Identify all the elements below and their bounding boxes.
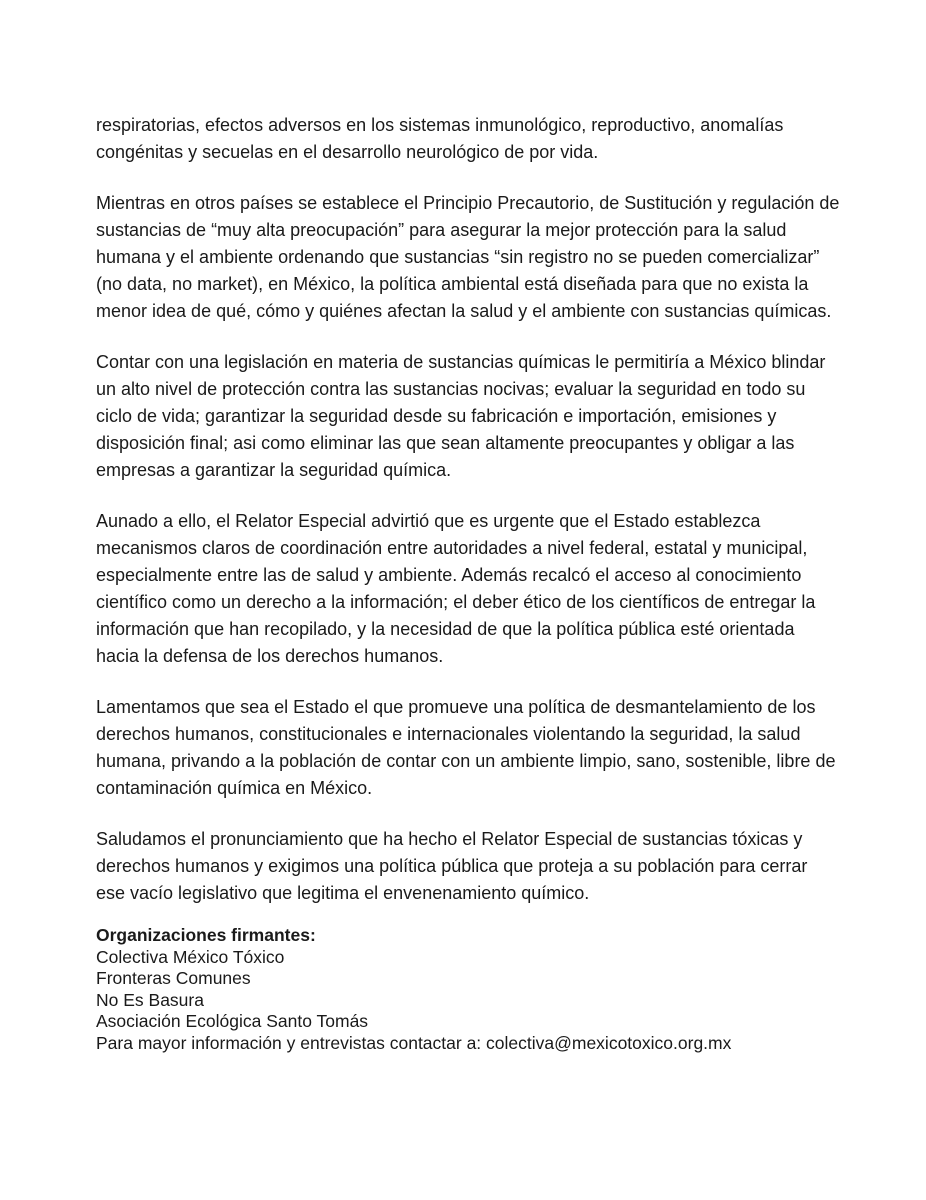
paragraph-salute: Saludamos el pronunciamiento que ha hecho el Relator Especial de sustancias tóxicas y derechos humanos y exigimos una política pública que proteja a su población para cerrar ese vacío legislativo que legitima el envenenamiento químico.: [96, 829, 808, 903]
contact-line: Para mayor información y entrevistas contactar a: colectiva@mexicotoxico.org.mx: [96, 1032, 732, 1053]
paragraph-chemical-legislation: Contar con una legislación en materia de sustancias químicas le permitiría a México blindar un alto nivel de protección contra las sustancias nocivas; evaluar la seguridad en todo su ciclo de vida; garantizar la seguridad desde su fabricación e importación, emisiones y disposición final; asi como eliminar las que sean altamente preocupantes y obligar a las empresas a garantizar la seguridad química.: [96, 352, 826, 480]
paragraph-lament: Lamentamos que sea el Estado el que promueve una política de desmantelamiento de los derechos humanos, constitucionales e internacionales violentando la seguridad, la salud humana, privando a la población de contar con un ambiente limpio, sano, sostenible, libre de contaminación química en México.: [96, 697, 836, 798]
paragraph-health-effects: respiratorias, efectos adversos en los sistemas inmunológico, reproductivo, anomalías congénitas y secuelas en el desarrollo neurológico de por vida.: [96, 115, 784, 162]
signer-organization: Asociación Ecológica Santo Tomás: [96, 1011, 369, 1031]
signers-title: Organizaciones firmantes:: [96, 925, 316, 945]
signers-block: [96, 925, 841, 1054]
signer-organization: Colectiva México Tóxico: [96, 946, 285, 967]
document-page: [96, 112, 841, 1054]
paragraph-special-rapporteur: Aunado a ello, el Relator Especial advirtió que es urgente que el Estado establezca mecanismos claros de coordinación entre autoridades a nivel federal, estatal y municipal, especialmente entre las de salud y ambiente. Además recalcó el acceso al conocimiento científico como un derecho a la información; el deber ético de los científicos de entregar la información que han recopilado, y la necesidad de que la política pública esté orientada hacia la defensa de los derechos humanos.: [96, 511, 816, 666]
paragraph-precautionary-principle: Mientras en otros países se establece el Principio Precautorio, de Sustitución y regulación de sustancias de “muy alta preocupación” para asegurar la mejor protección para la salud humana y el ambiente ordenando que sustancias “sin registro no se pueden comercializar” (no data, no market), en México, la política ambiental está diseñada para que no exista la menor idea de qué, cómo y quiénes afectan la salud y el ambiente con sustancias químicas.: [96, 193, 840, 321]
signer-organization: Fronteras Comunes: [96, 968, 251, 988]
signer-organization: No Es Basura: [96, 989, 204, 1010]
